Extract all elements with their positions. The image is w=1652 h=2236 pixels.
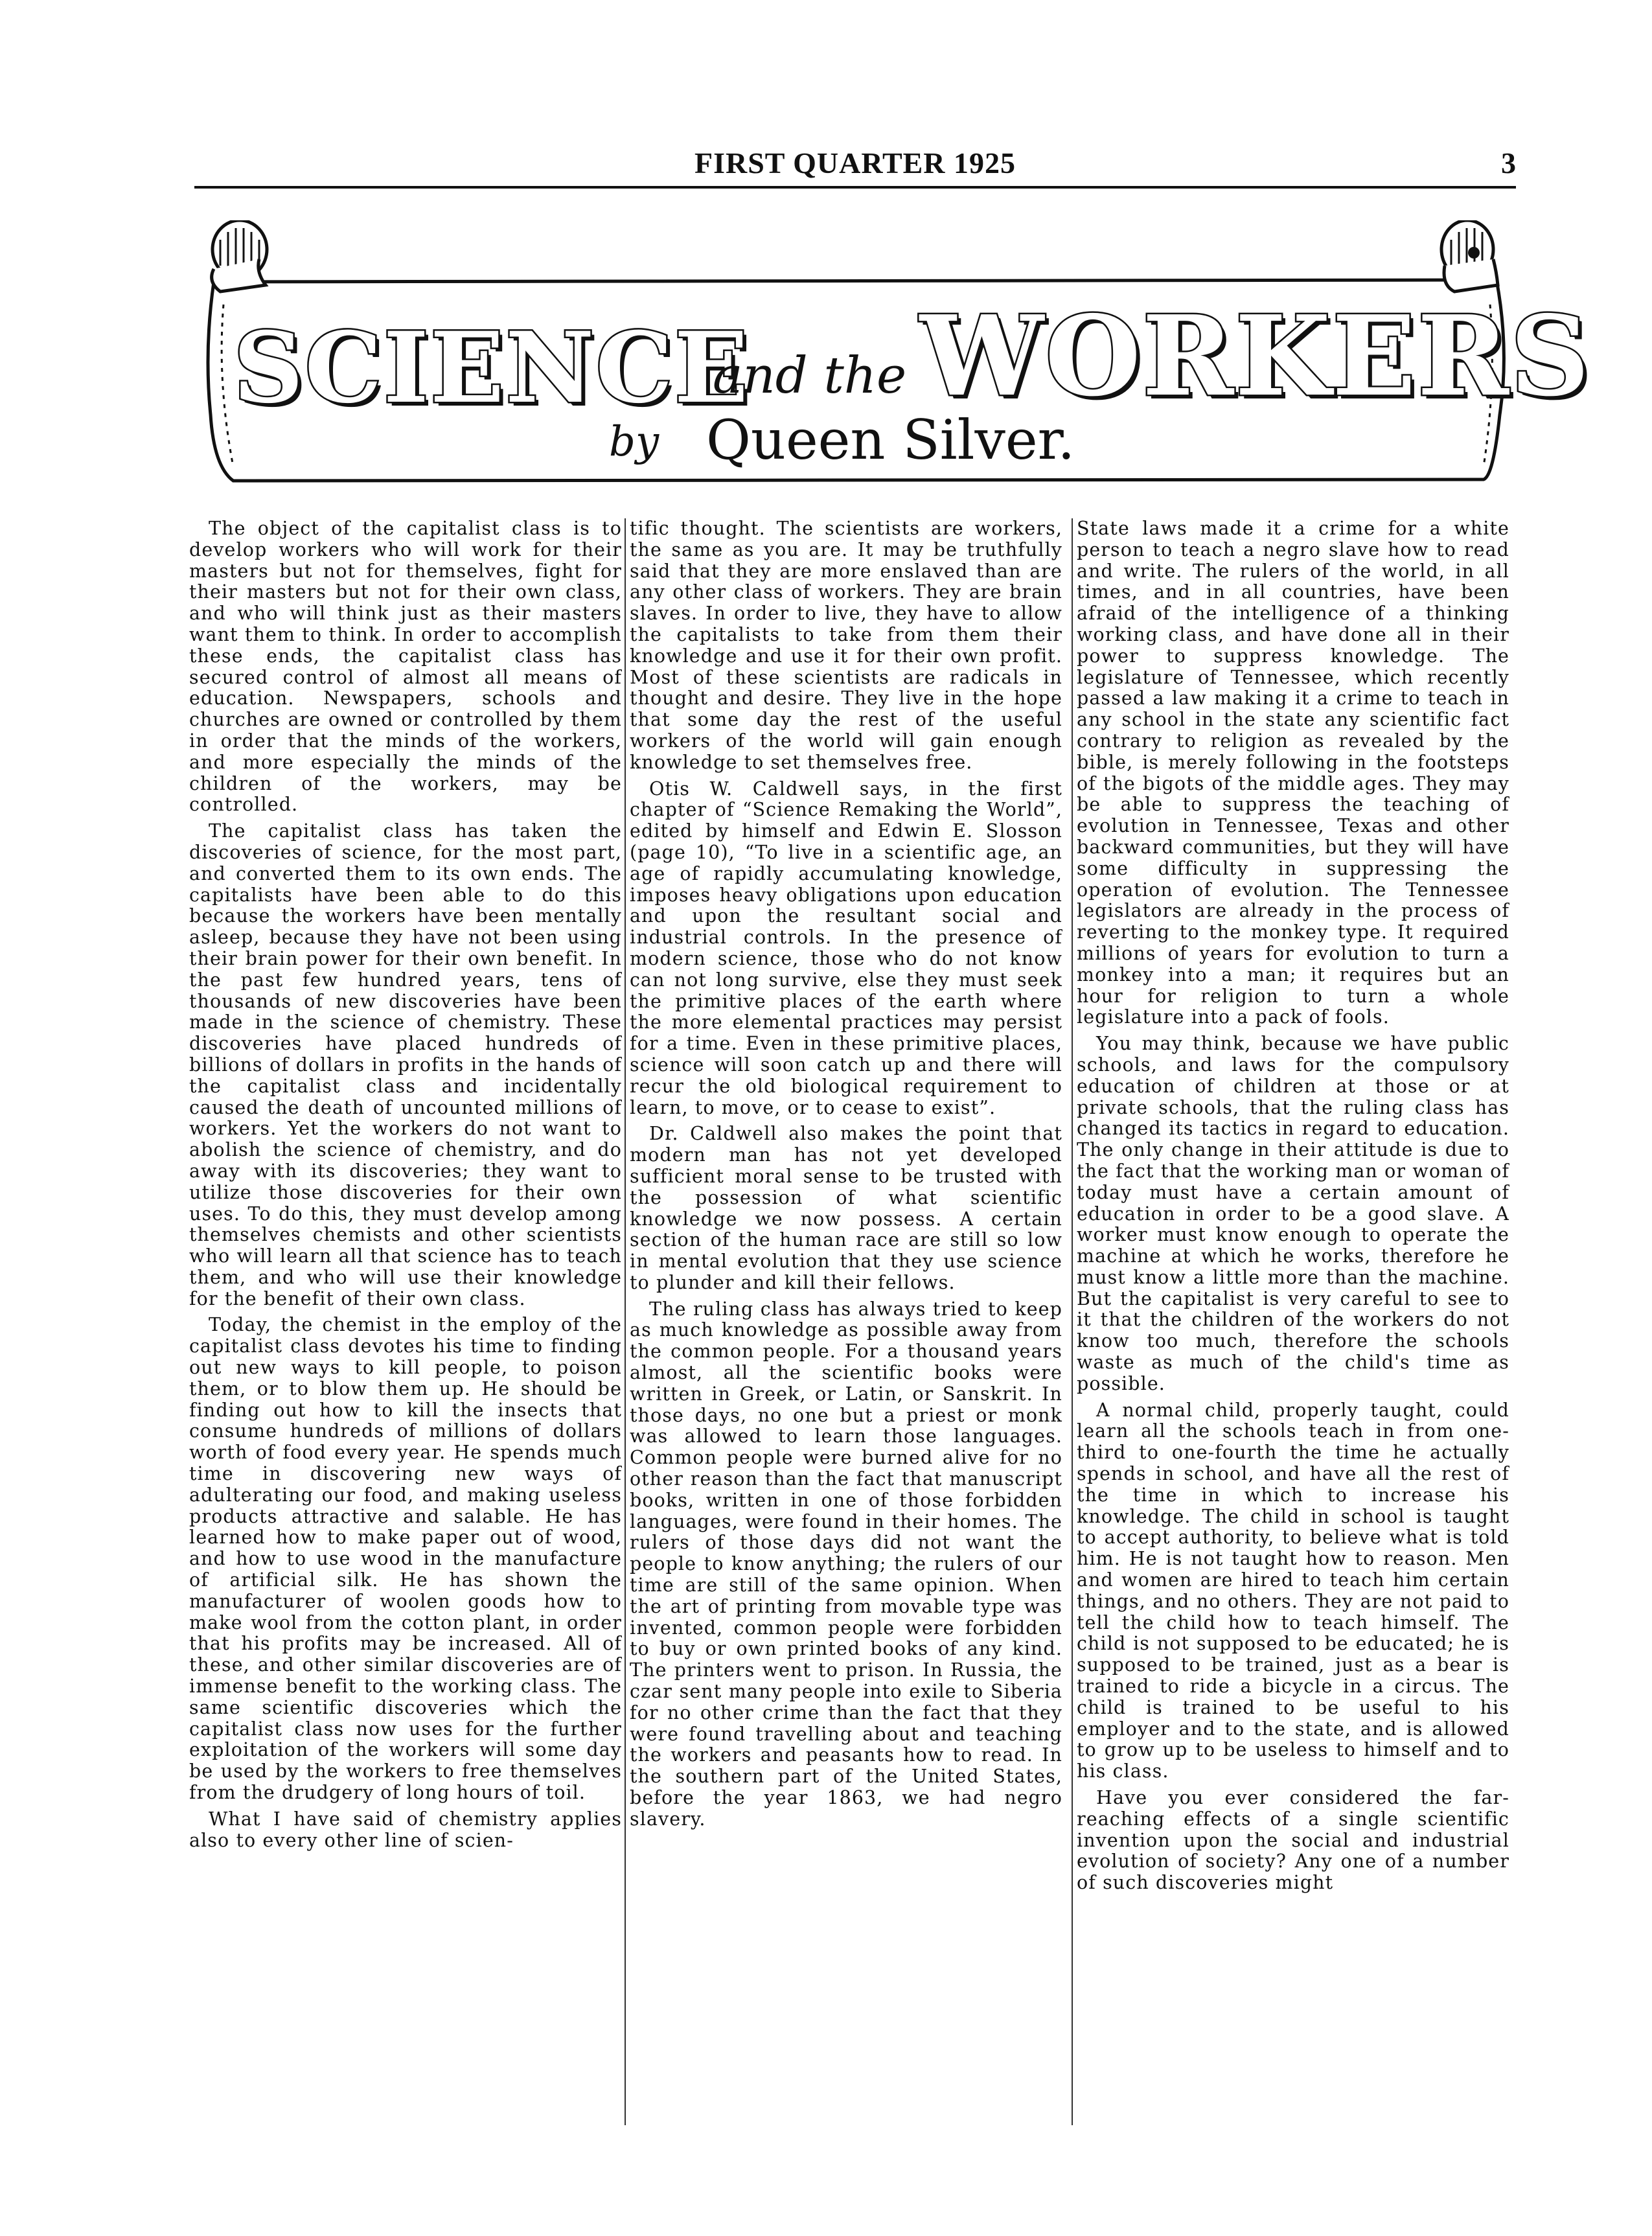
banner-byline: by — [609, 418, 660, 466]
article-paragraph: Otis W. Caldwell says, in the first chapter of “Science Remaking the World”, edited by himself and Edwin E. Slosson (page 10), “To live in a scientific age, an age of rapidly accumulating knowledge, imposes heavy obligations upon education and upon the resultant social and industrial controls. In the presence of modern science, those who do not know can not long survive, else they must seek the primitive places of the earth where the more elemental practices may persist for a time. Even in these primitive places, science will soon catch up and there will recur the old biological requirement to learn, to move, or to cease to exist”. — [630, 778, 1062, 1118]
article-paragraph: The ruling class has always tried to keep as much knowledge as possible away from the common people. For a thousand years almost, all the scientific books were written in Greek, or Latin, or Sanskrit. In those days, no one but a priest or monk was allowed to learn those languages. Common people were burned alive for no other reason than the fact that manuscript books, written in one of those forbidden languages, were found in their homes. The rulers of those days did not want the people to know anything; the rulers of our time are still of the same opinion. When the art of printing from movable type was invented, common people were forbidden to buy or own printed books of any kind. The printers went to prison. In Russia, the czar sent many people into exile to Siberia for no other crime than the fact that they were found travelling about and teaching the workers and peasants how to read. In the southern part of the United States, before the year 1863, we had negro slavery. — [630, 1298, 1062, 1830]
header-rule — [194, 186, 1516, 189]
banner-title-workers: WORKERS — [920, 292, 1591, 421]
banner-author: Queen Silver. — [706, 408, 1075, 472]
banner-title-science: SCIENCE — [233, 311, 750, 425]
article-column-3 — [1077, 518, 1509, 2125]
article-paragraph: Dr. Caldwell also makes the point that modern man has not yet developed sufficient moral sense to be trusted with the possession of what scientific knowledge we now possess. A certain section of the human race are still so low in mental evolution that they use science to plunder and kill their fellows. — [630, 1123, 1062, 1293]
article-paragraph: A normal child, properly taught, could learn all the schools teach in from one-third to one-fourth the time he actually spends in school, and have all the rest of the time in which to increase his knowledge. The child in school is taught to accept authority, to believe what is told him. He is not taught how to reason. Men and women are hired to teach him certain things, and no others. They are not paid to tell the child how to teach himself. The child is not supposed to be educated; he is supposed to be trained, just as a bear is trained to ride a bicycle in a circus. The child is trained to be useful to his employer and to the state, and is allowed to grow up to be useless to himself and to his class. — [1077, 1399, 1509, 1782]
title-banner — [194, 220, 1591, 486]
article-column-2 — [630, 518, 1062, 2125]
article-column-1 — [189, 518, 622, 2125]
article-paragraph: The object of the capitalist class is to develop workers who will work for their masters but not for themselves, fight for their masters but not for their own class, and who will think just as their masters want them to think. In order to accomplish these ends, the capitalist class has secured control of almost all means of education. Newspapers, schools and churches are owned or controlled by them in order that the minds of the workers, and more especially the minds of the children of the workers, may be controlled. — [189, 518, 622, 816]
article-paragraph: You may think, because we have public schools, and laws for the compulsory education of children at those or at private schools, that the ruling class has changed its tactics in regard to education. The only change in their attitude is due to the fact that the working man or woman of today must have a certain amount of education in order to be a good slave. A worker must know enough to operate the machine at which he works, therefore he must know a little more than the machine. But the capitalist is very careful to see to it that the children of the workers do not know too much, therefore the schools waste as much of the child's time as possible. — [1077, 1033, 1509, 1394]
article-paragraph: Have you ever considered the far-reaching effects of a single scientific invention upon the social and industrial evolution of society? Any one of a number of such discoveries might — [1077, 1787, 1509, 1894]
column-divider — [1072, 518, 1073, 2125]
running-title: FIRST QUARTER 1925 — [694, 146, 1016, 179]
column-divider — [625, 518, 626, 2125]
running-header — [194, 139, 1516, 185]
page-number: 3 — [1501, 146, 1516, 179]
banner-connector: and the — [713, 347, 907, 405]
article-paragraph: The capitalist class has taken the discoveries of science, for the most part, and converted them to its own ends. The capitalists have been able to do this because the workers have been mentally asleep, because they have not been using their brain power for their own benefit. In the past few hundred years, tens of thousands of new discoveries have been made in the science of chemistry. These discoveries have placed hundreds of billions of dollars in profits in the hands of the capitalist class and incidentally caused the death of uncounted millions of workers. Yet the workers do not want to abolish the science of chemistry, and do away with its discoveries; they want to utilize those discoveries for their own uses. To do this, they must develop among themselves chemists and other scientists who will learn all that science has to teach them, and who will use their knowledge for the benefit of their own class. — [189, 820, 622, 1309]
article-paragraph: Today, the chemist in the employ of the capitalist class devotes his time to finding out new ways to kill people, to poison them, or to blow them up. He should be finding out how to kill the insects that consume hundreds of millions of dollars worth of food every year. He spends much time in discovering new ways of adulterating our food, and making useless products attractive and salable. He has learned how to make paper out of wood, and how to use wood in the manufacture of artificial silk. He has shown the manufacturer of woolen goods how to make wool from the cotton plant, in order that his profits may be increased. All of these, and other similar discoveries are of immense benefit to the working class. The same scientific discoveries which the capitalist class now uses for the further exploitation of the workers will some day be used by the workers to free themselves from the drudgery of long hours of toil. — [189, 1314, 622, 1804]
article-paragraph: State laws made it a crime for a white person to teach a negro slave how to read and write. The rulers of the world, in all times, and in all countries, have been afraid of the intelligence of a thinking working class, and have done all in their power to suppress knowledge. The legislature of Tennessee, which recently passed a law making it a crime to teach in any school in the state any scientific fact contrary to religion as revealed by the bible, is merely following in the footsteps of the bigots of the middle ages. They may be able to suppress the teaching of evolution in Tennessee, Texas and other backward communities, but they will have some difficulty in suppressing the operation of evolution. The Tennessee legislators are already in the process of reverting to the monkey type. It required millions of years for evolution to turn a monkey into a man; it requires but an hour for religion to turn a whole legislature into a pack of fools. — [1077, 518, 1509, 1028]
article-paragraph: What I have said of chemistry applies also to every other line of scien- — [189, 1808, 622, 1851]
article-paragraph: tific thought. The scientists are workers, the same as you are. It may be truthfully said that they are more enslaved than are any other class of workers. They are brain slaves. In order to live, they have to allow the capitalists to take from them their knowledge and use it for their own profit. Most of these scientists are radicals in thought and desire. They live in the hope that some day the rest of the useful workers of the world will gain enough knowledge to set themselves free. — [630, 518, 1062, 773]
